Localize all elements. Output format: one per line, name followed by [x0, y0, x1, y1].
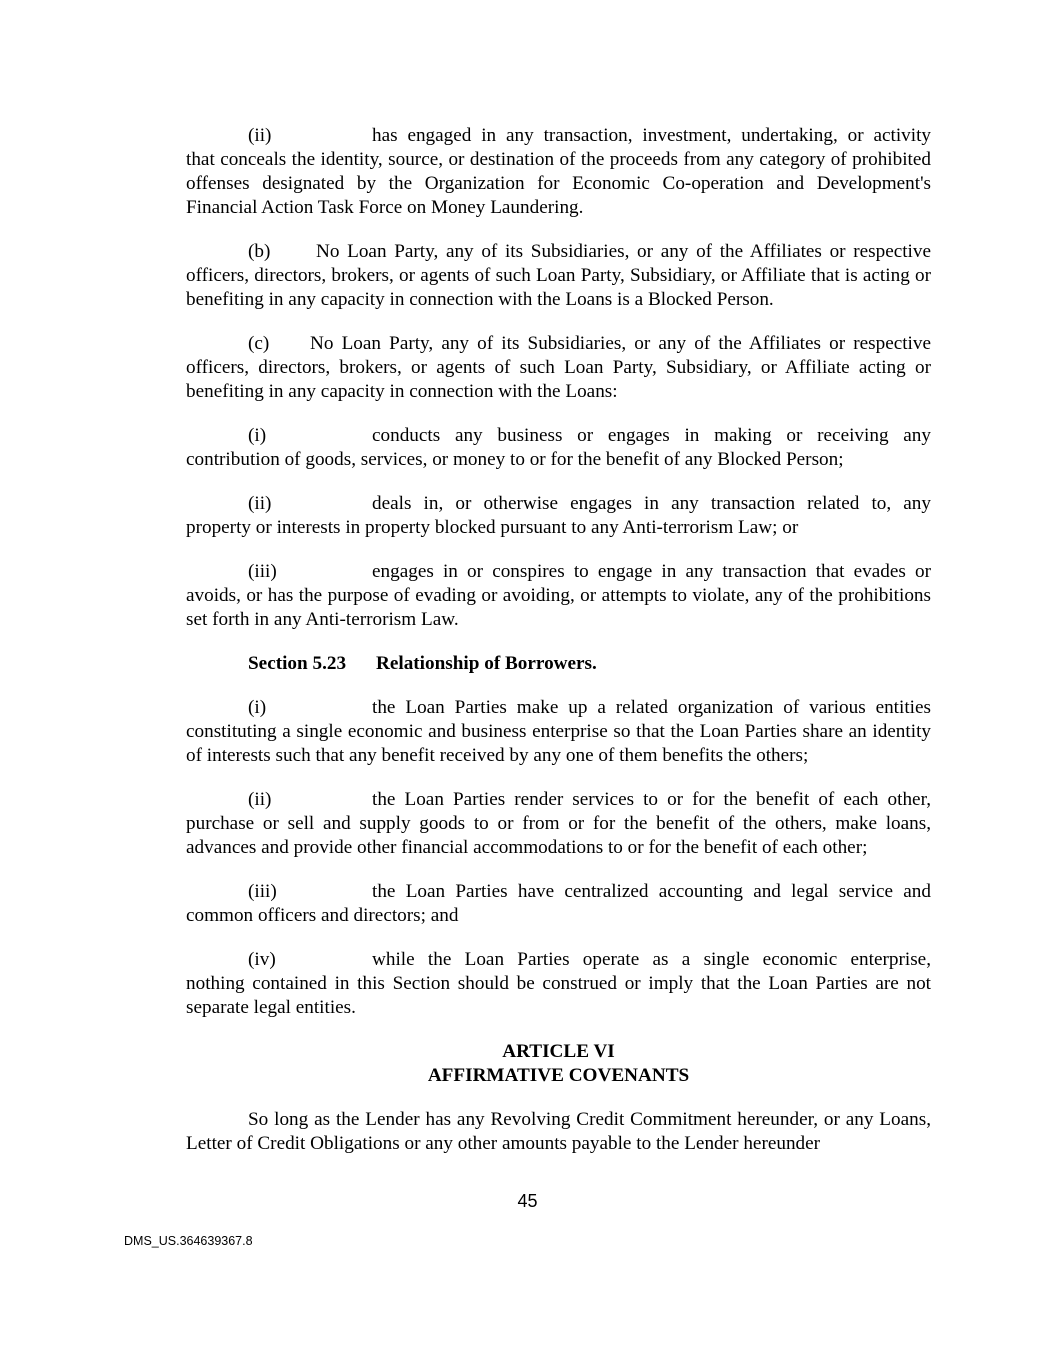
clause-continuation: property or interests in property blocked pursuant to any Anti-terrorism Law; or	[186, 517, 799, 538]
clause-523-ii	[186, 788, 931, 860]
clause-first-line: (ii) deals in, or otherwise engages in any transaction related to, any	[248, 493, 931, 514]
clause-first-line: (ii) has engaged in any transaction, investment, undertaking, or activity	[248, 125, 931, 146]
clause-c-iii	[186, 560, 931, 632]
section-heading	[248, 652, 931, 676]
clause-label: (i)	[248, 697, 267, 718]
article-title: AFFIRMATIVE COVENANTS	[427, 1065, 690, 1086]
clause-continuation: common officers and directors; and	[186, 905, 459, 926]
section-number: Section 5.23	[248, 653, 347, 674]
clause-first-line: (iii) engages in or conspires to engage in any transaction that evades or	[248, 561, 931, 582]
article-intro-paragraph: So long as the Lender has any Revolving Credit Commitment hereunder, or any Loans, Letter of Credit Obligations or any other amounts payable to the Lender hereunder	[186, 1109, 931, 1154]
clause-label: (ii)	[248, 125, 272, 146]
clause-label: (b)	[248, 241, 271, 262]
clause-label: (iii)	[248, 561, 277, 582]
clause-a-ii	[186, 124, 931, 220]
clause-label: (ii)	[248, 493, 272, 514]
clause-continuation: constituting a single economic and business enterprise so that the Loan Parties share an identity of interests such that any benefit received by any one of them benefits the others;	[186, 721, 931, 766]
clause-continuation: contribution of goods, services, or money to or for the benefit of any Blocked Person;	[186, 449, 844, 470]
clause-label: (c)	[248, 333, 270, 354]
clause-first-line: (i) the Loan Parties make up a related organization of various entities	[248, 697, 931, 718]
clause-continuation: purchase or sell and supply goods to or from or for the benefit of the others, make loans, advances and provide other financial accommodations to or for the benefit of each other;	[186, 813, 931, 858]
clause-c-ii	[186, 492, 931, 540]
article-number: ARTICLE VI	[502, 1041, 615, 1062]
clause-c: (c) No Loan Party, any of its Subsidiaries, or any of the Affiliates or respective officers, directors, brokers, or agents of such Loan Party, Subsidiary, or Affiliate acting or benefiting in any capacity in connection with the Loans:	[186, 333, 931, 402]
clause-b: (b) No Loan Party, any of its Subsidiaries, or any of the Affiliates or respective officers, directors, brokers, or agents of such Loan Party, Subsidiary, or Affiliate that is acting or benefiting in any capacity in connection with the Loans is a Blocked Person.	[186, 241, 931, 310]
clause-523-iv	[186, 948, 931, 1020]
document-id: DMS_US.364639367.8	[124, 1234, 253, 1248]
clause-first-line: (i) conducts any business or engages in making or receiving any	[248, 425, 931, 446]
clause-label: (iii)	[248, 881, 277, 902]
page-number: 45	[517, 1191, 538, 1211]
clause-c-i	[186, 424, 931, 472]
clause-label: (iv)	[248, 949, 276, 970]
clause-523-i	[186, 696, 931, 768]
clause-first-line: (iii) the Loan Parties have centralized accounting and legal service and	[248, 881, 931, 902]
clause-continuation: nothing contained in this Section should be construed or imply that the Loan Parties are not separate legal entities.	[186, 973, 931, 1018]
clause-label: (ii)	[248, 789, 272, 810]
clause-label: (i)	[248, 425, 267, 446]
clause-continuation: that conceals the identity, source, or destination of the proceeds from any category of prohibited offenses designated by the Organization for Economic Co-operation and Development's Financial Action Task Force on Money Laundering.	[186, 149, 931, 218]
article-heading	[186, 1040, 931, 1088]
clause-continuation: avoids, or has the purpose of evading or avoiding, or attempts to violate, any of the prohibitions set forth in any Anti-terrorism Law.	[186, 585, 931, 630]
clause-523-iii	[186, 880, 931, 928]
clause-first-line: (iv) while the Loan Parties operate as a single economic enterprise,	[248, 949, 931, 970]
document-page	[186, 124, 931, 1176]
section-title: Relationship of Borrowers.	[376, 653, 597, 674]
clause-first-line: (ii) the Loan Parties render services to or for the benefit of each other,	[248, 789, 931, 810]
